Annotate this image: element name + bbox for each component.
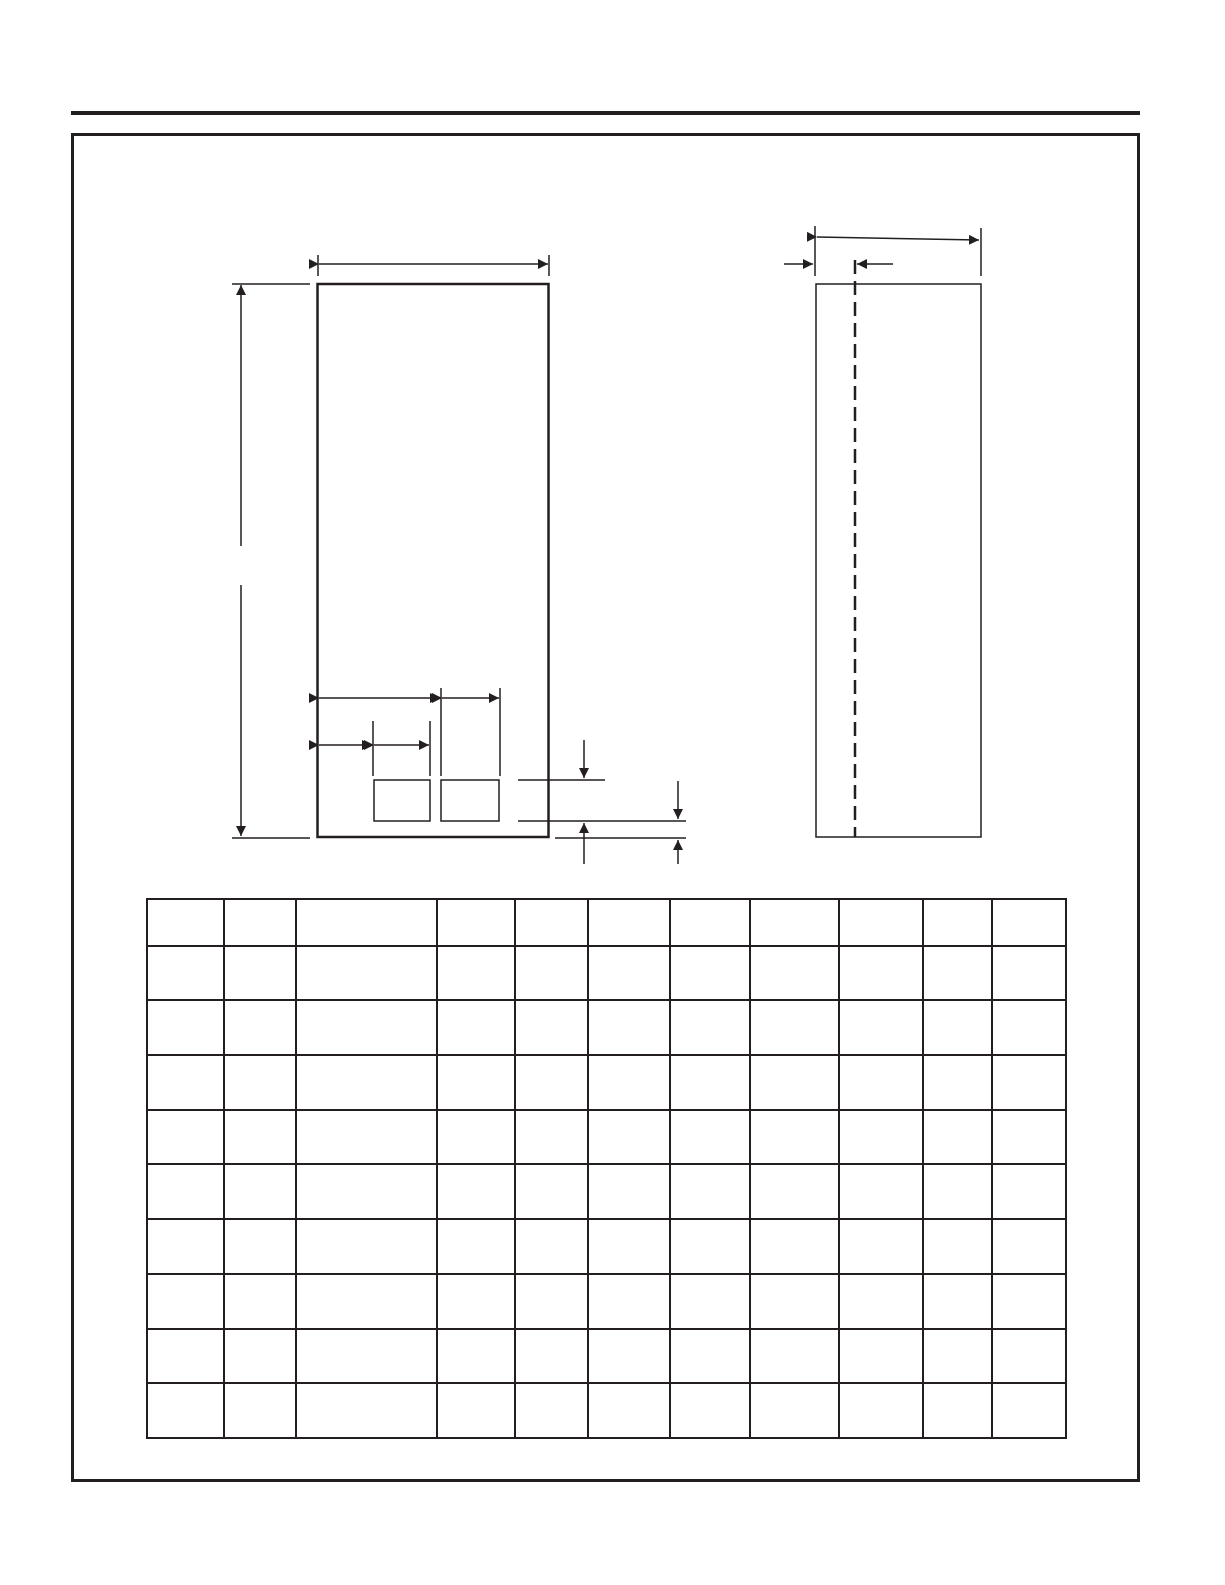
table-cell bbox=[437, 1383, 515, 1438]
table-cell bbox=[588, 1219, 670, 1274]
table-header-cell bbox=[296, 899, 437, 946]
table-cell bbox=[923, 1219, 992, 1274]
table-cell bbox=[923, 1329, 992, 1384]
table-cell bbox=[147, 1329, 224, 1384]
front-view-opening-left bbox=[374, 780, 430, 821]
table-cell bbox=[224, 1383, 296, 1438]
table-cell bbox=[588, 946, 670, 1001]
table-cell bbox=[224, 1329, 296, 1384]
table-cell bbox=[588, 1383, 670, 1438]
table-cell bbox=[750, 1274, 839, 1329]
table-cell bbox=[296, 1110, 437, 1165]
table-row bbox=[147, 1219, 1066, 1274]
table-cell bbox=[515, 946, 588, 1001]
table-cell bbox=[670, 946, 750, 1001]
table-cell bbox=[839, 1000, 923, 1055]
table-cell bbox=[588, 1000, 670, 1055]
table-cell bbox=[670, 1383, 750, 1438]
table-cell bbox=[147, 1383, 224, 1438]
table-row bbox=[147, 1329, 1066, 1384]
table-cell bbox=[515, 1055, 588, 1110]
table-cell bbox=[588, 1274, 670, 1329]
table-cell bbox=[147, 1110, 224, 1165]
table-header-row bbox=[147, 899, 1066, 946]
table-cell bbox=[923, 946, 992, 1001]
table-cell bbox=[670, 1219, 750, 1274]
table-cell bbox=[224, 1000, 296, 1055]
side-view-outline bbox=[816, 284, 981, 837]
table-cell bbox=[992, 1164, 1066, 1219]
table-cell bbox=[992, 1055, 1066, 1110]
table-cell bbox=[588, 1329, 670, 1384]
dimensions-table bbox=[146, 898, 1067, 1439]
table-cell bbox=[992, 1000, 1066, 1055]
table-cell bbox=[437, 1000, 515, 1055]
table-cell bbox=[588, 1110, 670, 1165]
table-cell bbox=[839, 1383, 923, 1438]
table-cell bbox=[923, 1055, 992, 1110]
table-cell bbox=[224, 946, 296, 1001]
table-cell bbox=[670, 1055, 750, 1110]
table-cell bbox=[839, 1274, 923, 1329]
table-cell bbox=[147, 946, 224, 1001]
table-cell bbox=[296, 946, 437, 1001]
table-cell bbox=[147, 1000, 224, 1055]
table-cell bbox=[515, 1219, 588, 1274]
table-cell bbox=[515, 1383, 588, 1438]
table-cell bbox=[147, 1055, 224, 1110]
table-cell bbox=[670, 1000, 750, 1055]
table-cell bbox=[588, 1164, 670, 1219]
table-cell bbox=[437, 946, 515, 1001]
table-cell bbox=[224, 1164, 296, 1219]
table-cell bbox=[839, 1055, 923, 1110]
table-cell bbox=[296, 1164, 437, 1219]
table-cell bbox=[515, 1274, 588, 1329]
table-cell bbox=[923, 1000, 992, 1055]
table-cell bbox=[588, 1055, 670, 1110]
side-view bbox=[816, 260, 981, 837]
table-cell bbox=[437, 1055, 515, 1110]
table-row bbox=[147, 1110, 1066, 1165]
table-cell bbox=[515, 1164, 588, 1219]
table-cell bbox=[670, 1164, 750, 1219]
table-cell bbox=[224, 1110, 296, 1165]
table-cell bbox=[437, 1329, 515, 1384]
table-cell bbox=[839, 946, 923, 1001]
table-cell bbox=[750, 1110, 839, 1165]
table-cell bbox=[992, 1274, 1066, 1329]
front-view-outline bbox=[318, 284, 549, 837]
table-cell bbox=[839, 1219, 923, 1274]
table-cell bbox=[923, 1383, 992, 1438]
table-cell bbox=[670, 1274, 750, 1329]
front-view bbox=[318, 284, 549, 837]
table-header-cell bbox=[750, 899, 839, 946]
table-cell bbox=[515, 1000, 588, 1055]
table-cell bbox=[750, 1383, 839, 1438]
table-header-cell bbox=[437, 899, 515, 946]
table-header-cell bbox=[588, 899, 670, 946]
table-header-cell bbox=[670, 899, 750, 946]
table-row bbox=[147, 1383, 1066, 1438]
table-cell bbox=[515, 1329, 588, 1384]
table-cell bbox=[515, 1110, 588, 1165]
table-header-cell bbox=[839, 899, 923, 946]
front-view-opening-right bbox=[441, 780, 499, 821]
table-cell bbox=[992, 946, 1066, 1001]
table-cell bbox=[296, 1219, 437, 1274]
table-cell bbox=[750, 1000, 839, 1055]
table-row bbox=[147, 1055, 1066, 1110]
depth-dimension-line bbox=[817, 237, 979, 240]
table-cell bbox=[992, 1383, 1066, 1438]
table-cell bbox=[296, 1329, 437, 1384]
table-cell bbox=[750, 1219, 839, 1274]
table-cell bbox=[923, 1164, 992, 1219]
table-header-cell bbox=[515, 899, 588, 946]
table-row bbox=[147, 1164, 1066, 1219]
table-cell bbox=[147, 1274, 224, 1329]
table-cell bbox=[923, 1274, 992, 1329]
table-row bbox=[147, 1000, 1066, 1055]
table-cell bbox=[437, 1219, 515, 1274]
table-cell bbox=[992, 1329, 1066, 1384]
table-row bbox=[147, 1274, 1066, 1329]
table-cell bbox=[296, 1055, 437, 1110]
table-cell bbox=[147, 1219, 224, 1274]
dimension-lines bbox=[232, 226, 981, 864]
table-cell bbox=[750, 1055, 839, 1110]
table-cell bbox=[992, 1219, 1066, 1274]
table-cell bbox=[224, 1055, 296, 1110]
table-cell bbox=[750, 1164, 839, 1219]
table-cell bbox=[437, 1164, 515, 1219]
table-header-cell bbox=[923, 899, 992, 946]
table-header-cell bbox=[224, 899, 296, 946]
table-cell bbox=[839, 1110, 923, 1165]
table-cell bbox=[670, 1329, 750, 1384]
table-header-cell bbox=[992, 899, 1066, 946]
table-cell bbox=[437, 1274, 515, 1329]
table-cell bbox=[224, 1274, 296, 1329]
table-cell bbox=[296, 1383, 437, 1438]
table-cell bbox=[224, 1219, 296, 1274]
table-cell bbox=[992, 1110, 1066, 1165]
table-cell bbox=[839, 1329, 923, 1384]
table-cell bbox=[296, 1274, 437, 1329]
table-cell bbox=[296, 1000, 437, 1055]
table-header-cell bbox=[147, 899, 224, 946]
table-cell bbox=[147, 1164, 224, 1219]
table-cell bbox=[923, 1110, 992, 1165]
table-row bbox=[147, 946, 1066, 1001]
table-cell bbox=[750, 1329, 839, 1384]
table-cell bbox=[750, 946, 839, 1001]
table-cell bbox=[670, 1110, 750, 1165]
table-cell bbox=[839, 1164, 923, 1219]
table-cell bbox=[437, 1110, 515, 1165]
